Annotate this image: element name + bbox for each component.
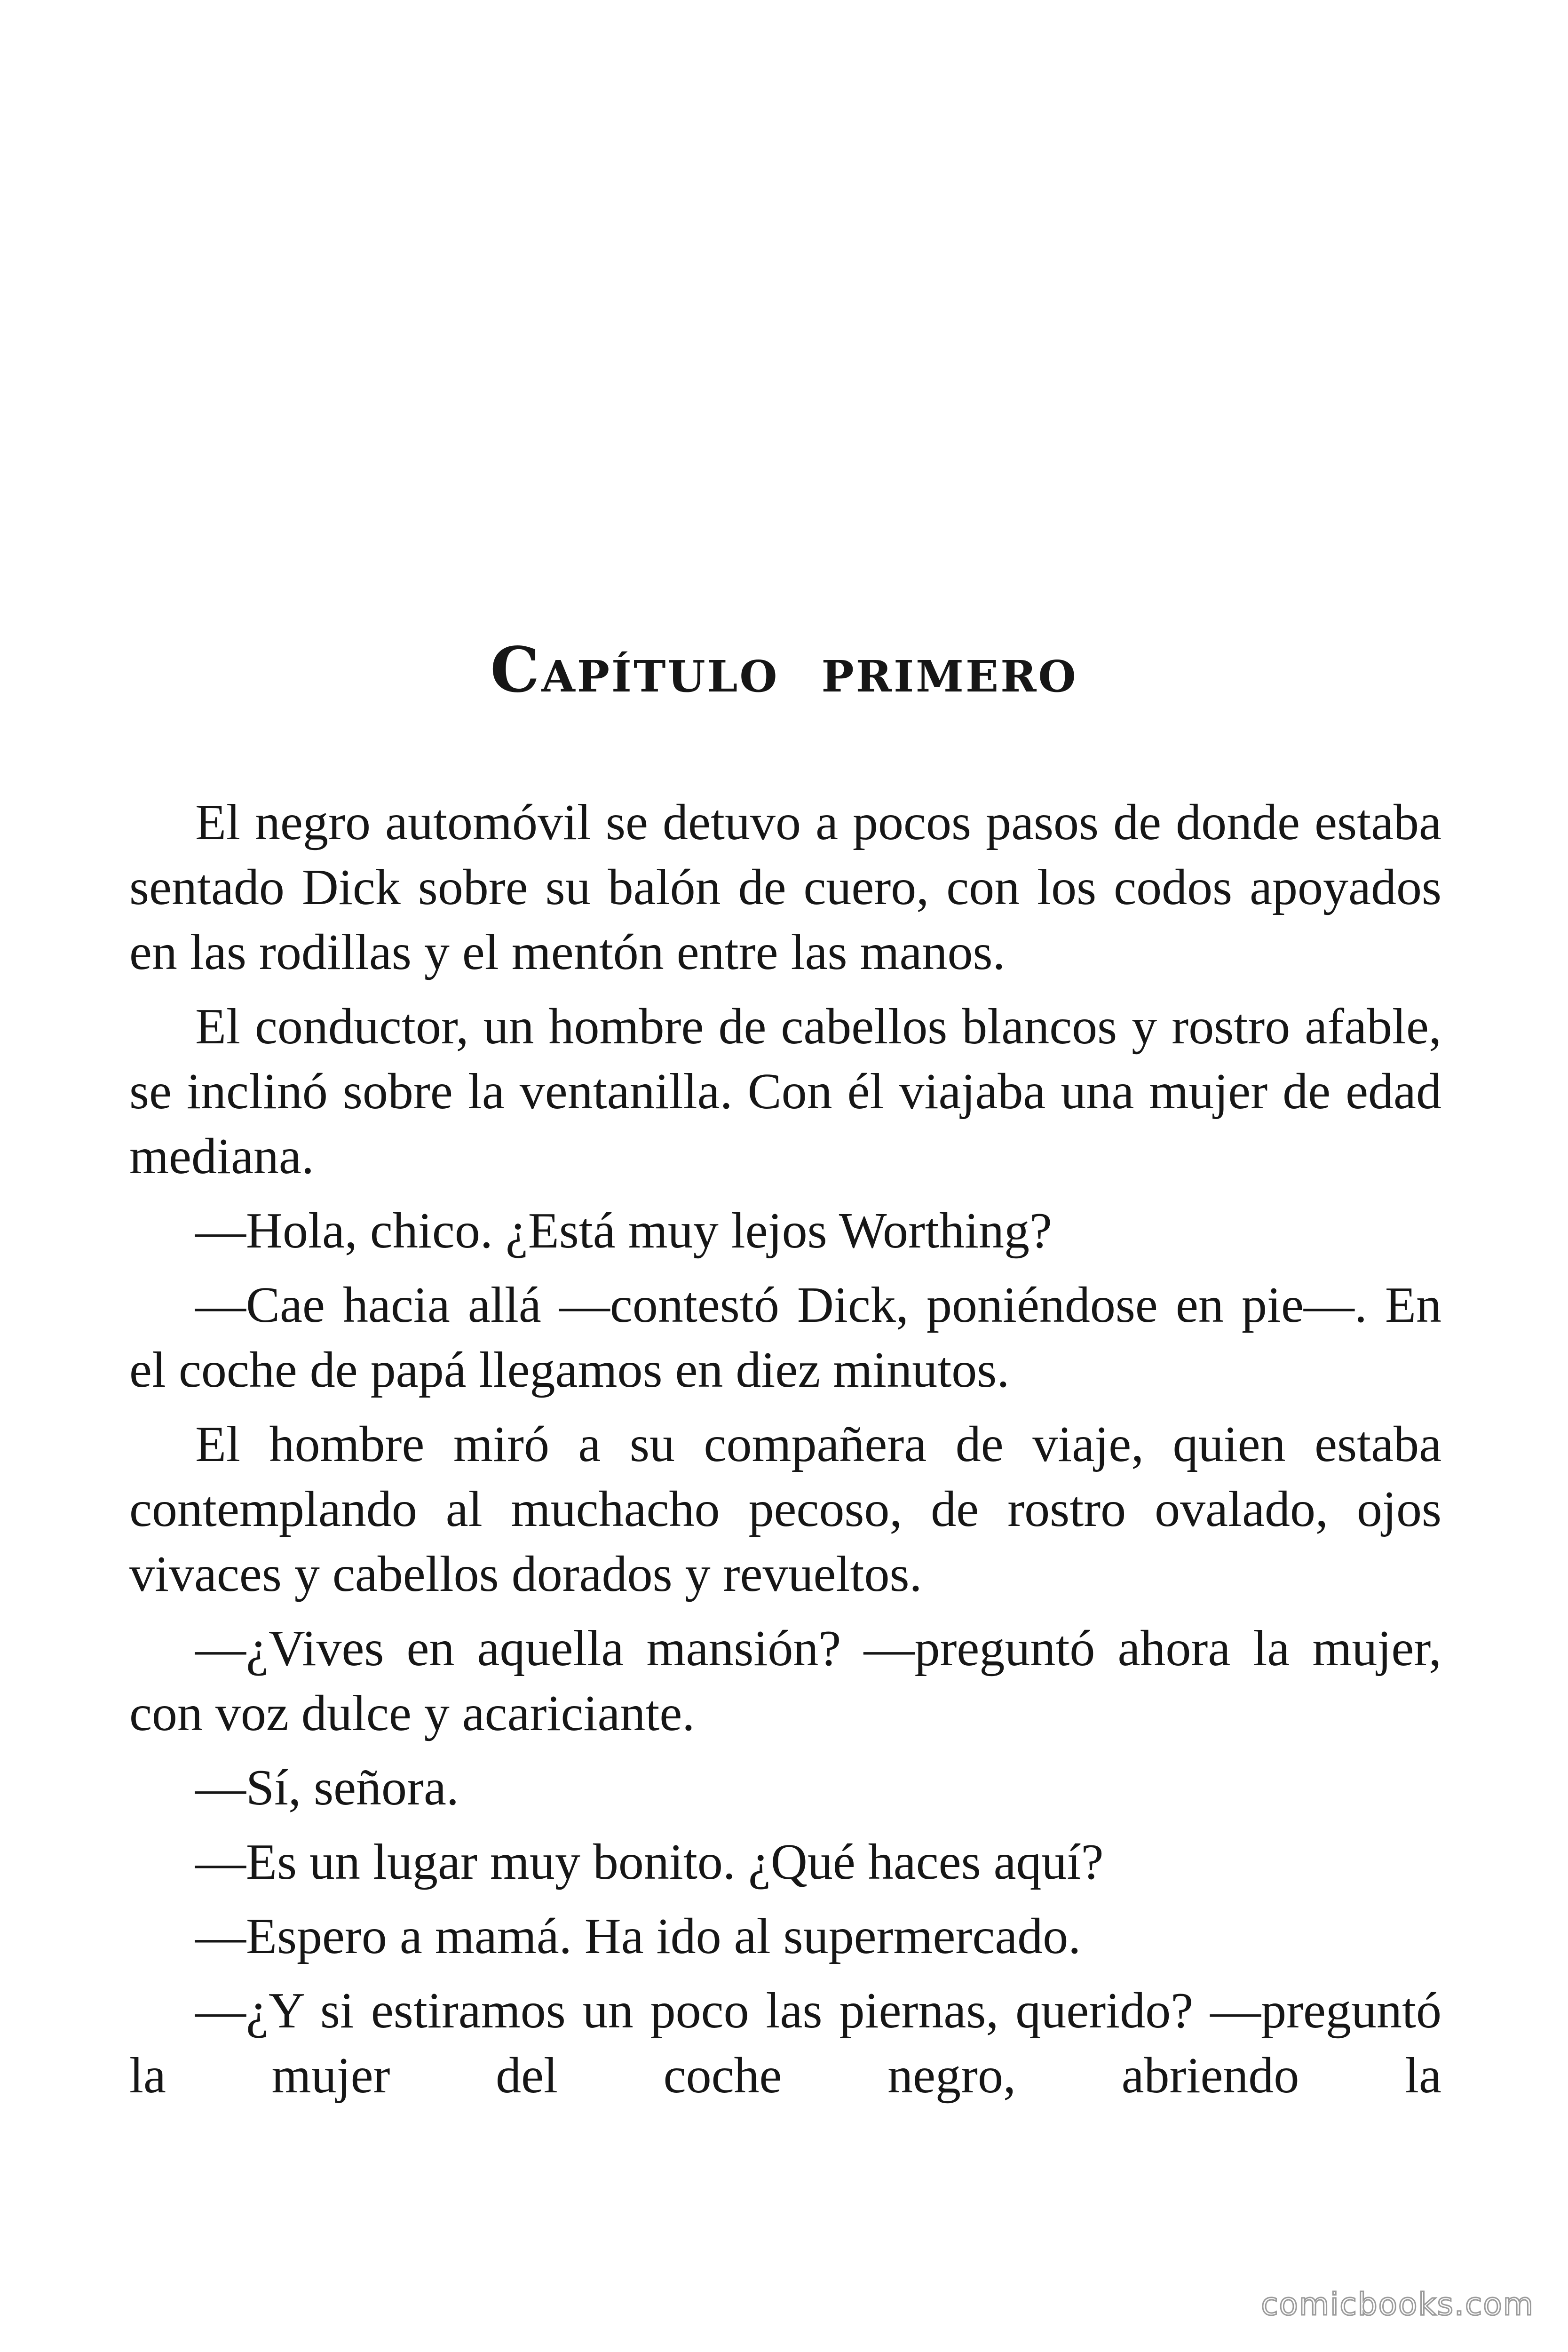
paragraph: —Hola, chico. ¿Está muy lejos Worthing? xyxy=(195,1203,1052,1259)
paragraph: El negro automóvil se detuvo a pocos pasos de donde estaba sentado Dick sobre su balón de cuero, con los codos apoyados en las rodillas y el mentón entre las manos. xyxy=(129,795,1441,980)
paragraph: —Cae hacia allá —contestó Dick, poniéndose en pie—. En el coche de papá llegamos en diez minutos. xyxy=(129,1277,1441,1398)
paragraph: —¿Y si estiramos un poco las piernas, querido? —preguntó la mujer del coche negro, abriendo la xyxy=(129,1983,1441,2104)
paragraph: —¿Vives en aquella mansión? —preguntó ahora la mujer, con voz dulce y acariciante. xyxy=(129,1621,1441,1741)
paragraph: El hombre miró a su compañera de viaje, quien estaba contemplando al muchacho pecoso, de rostro ovalado, ojos vivaces y cabellos dorados y revueltos. xyxy=(129,1416,1441,1602)
chapter-title: Capítulo primero xyxy=(490,634,1078,707)
chapter-body xyxy=(129,790,1441,2108)
paragraph: —Es un lugar muy bonito. ¿Qué haces aquí? xyxy=(195,1834,1104,1890)
paragraph: El conductor, un hombre de cabellos blancos y rostro afable, se inclinó sobre la ventanilla. Con él viajaba una mujer de edad mediana. xyxy=(129,999,1441,1184)
paragraph: —Espero a mamá. Ha ido al supermercado. xyxy=(195,1908,1081,1964)
watermark: comicbooks.com xyxy=(1261,2286,1534,2322)
paragraph: —Sí, señora. xyxy=(195,1760,459,1816)
